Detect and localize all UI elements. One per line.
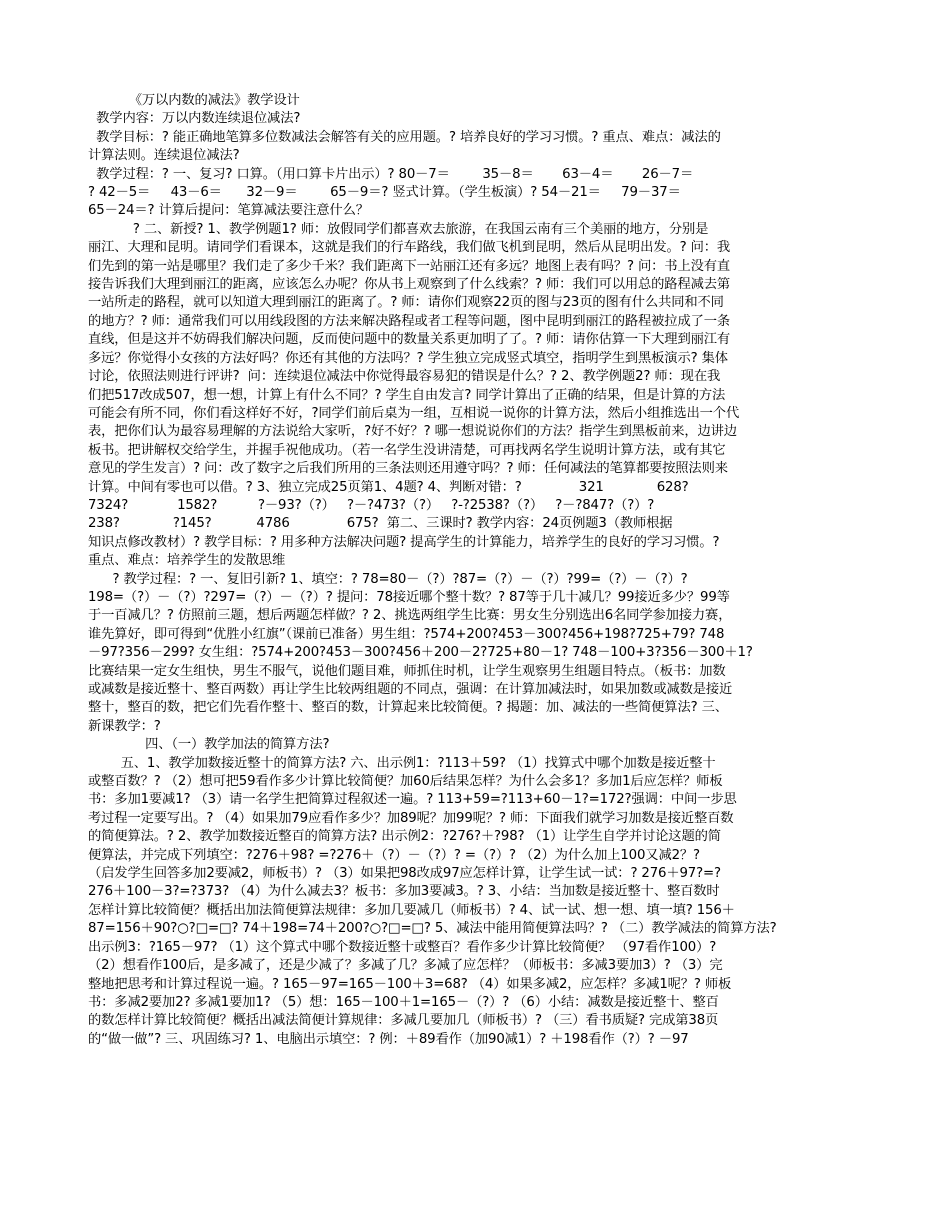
text-line: （启发学生回答多加2要减2，师板书）? （3）如果把98改成97应怎样计算，让学生试一试：? 276＋97?=? <box>88 866 721 882</box>
text-line: 教学内容：万以内数连续退位减法? <box>88 111 301 127</box>
text-line: 五、1、教学加数接近整十的简算方法? 六、出示例1：?113＋59? （1）找算式中哪个加数是接近整十 <box>88 755 716 771</box>
text-line: 198=（?）－（?）?297=（?）－（?）? 提问：78接近哪个整十数？? 87等于几十减几？99接近多少？99等 <box>88 589 730 605</box>
doc-title: 《万以内数的减法》教学设计 <box>88 93 300 108</box>
text-line: 或整百数？? （2）想可把59看作多少计算比较简便？加60后结果怎样？为什么会多1？多加1后应怎样？师板 <box>88 774 723 790</box>
text-line: ? 二、新授? 1、教学例题1? 师：放假同学们都喜欢去旅游，在我国云南有三个美丽的地方，分别是 <box>88 221 709 237</box>
text-line: 书：多减2要加2? 多减1要加1? （5）想：165－100＋1=165－（?）? （6）小结：减数是接近整十、整百 <box>88 994 719 1010</box>
text-line: 新课教学：? <box>88 718 161 734</box>
text-line: 讨论，依照法则进行评讲? 问：连续退位减法中你觉得最容易犯的错误是什么？? 2、教学例题2? 师：现在我 <box>88 369 721 385</box>
text-line: 比赛结果一定女生组快，男生不服气，说他们题目难，师抓住时机，让学生观察男生组题目特点。（板书：加数 <box>88 663 726 679</box>
text-line: 276＋100－3?=?373? （4）为什么减去3？板书：多加3要减3。? 3、小结：当加数是接近整十、整百数时 <box>88 884 720 900</box>
text-line: 可能会有所不同，你们看这样好不好，?同学们前后桌为一组，互相说一说你的计算方法，然后小组推选出一个代 <box>88 405 740 421</box>
text-line: 教学目标：? 能正确地笔算多位数减法会解答有关的应用题。? 培养良好的学习习惯。? 重点、难点：减法的 <box>88 129 721 145</box>
text-line: 的“做一做”? 三、巩固练习? 1、电脑出示填空：? 例：＋89看作（加90减1）? ＋198看作（?）? －97 <box>88 1031 689 1047</box>
text-line: 的简便算法。? 2、教学加数接近整百的简算方法? 出示例2：?276?＋?98? （1）让学生自学并讨论这题的简 <box>88 829 721 845</box>
text-line: 考过程一定要写出。? （4）如果加79应看作多少？加89呢？加99呢？? 师：下面我们就学习加数是接近整百数 <box>88 810 734 826</box>
text-line: 多远？你觉得小女孩的方法好吗？你还有其他的方法吗？? 学生独立完成竖式填空，指明学生到黑板演示? 集体 <box>88 350 728 366</box>
text-line: 丽江、大理和昆明。请同学们看课本，这就是我们的行车路线，我们做飞机到昆明，然后从昆明出发。? 问：我 <box>88 240 731 256</box>
text-line: 接告诉我们大理到丽江的距离，应该怎么办呢？你从书上观察到了什么线索？? 师：我们可以用总的路程减去第 <box>88 277 731 293</box>
text-line: 知识点修改教材）? 教学目标：? 用多种方法解决问题? 提高学生的计算能力，培养学生的良好的学习习惯。? <box>88 534 720 550</box>
text-line: 表，把你们认为最容易理解的方法说给大家听，?好不好？? 哪一想说说你们的方法？指学生到黑板前来，边讲边 <box>88 424 737 440</box>
text-line: 7324? 1582? ?－93?（?） ?－?473?（?） ?-?2538?（?） ?－?847?（?）? <box>88 497 655 513</box>
text-line: 出示例3：?165－97? （1）这个算式中哪个数接近整十或整百？看作多少计算比较简便？ （97看作100）? <box>88 939 717 955</box>
text-line: 65－24＝? 计算后提问：笔算减法要注意什么？ <box>88 203 369 219</box>
text-line: 计算法则。连续退位减法? <box>88 148 240 164</box>
text-line: 意见的学生发言）? 问：改了数字之后我们所用的三条法则还用遵守吗？? 师：任何减法的笔算都要按照法则来 <box>88 461 728 477</box>
text-line: 们先到的第一站是哪里？我们走了多少千米？我们距离下一站丽江还有多远？地图上表有吗？? 问：书上没有直 <box>88 258 731 274</box>
text-line: 谁先算好，即可得到“优胜小红旗”（课前已准备）男生组：?574+200?453－300?456+198?725+79? 748 <box>88 626 725 642</box>
text-line: ? 教学过程：? 一、复旧引新? 1、填空：? 78=80－（?）?87=（?）－（?）?99=（?）－（?）? <box>88 571 688 587</box>
section-heading: 四、（一）教学加法的简算方法? <box>88 737 330 753</box>
text-line: －97?356－299? 女生组：?574+200?453－300?456＋200－2?725+80－1? 748－100+3?356－300＋1? <box>88 645 753 661</box>
text-line: 直线，但是这并不妨碍我们解决问题，反而使问题中的数量关系更加明了了。? 师：请你估算一下大理到丽江有 <box>88 332 731 348</box>
text-line: 板书。把讲解权交给学生，并握手祝他成功。（若一名学生没讲清楚，可再找两名学生说明计算方法，或有其它 <box>88 442 726 458</box>
text-line: 一站所走的路程，就可以知道大理到丽江的距离了。? 师：请你们观察22页的图与23页的图有什么共同和不同 <box>88 295 724 311</box>
text-line: 的数怎样计算比较简便？概括出减法简便计算规律：多减几要加几（师板书）? （三）看书质疑? 完成第38页 <box>88 1013 719 1029</box>
text-line: 或减数是接近整十、整百两数）再让学生比较两组题的不同点，强调：在计算加减法时，如果加数或减数是接近 <box>88 682 733 697</box>
text-line: 教学过程：? 一、复习? 口算。（用口算卡片出示）? 80－7＝ 35－8＝ 63－4＝ 26－7＝ <box>88 166 694 182</box>
text-line: （2）想看作100后，是多减了，还是少减了？多减了几？多减了应怎样？（师板书：多减3要加3）? （3）完 <box>88 958 723 974</box>
text-line: 便算法，并完成下列填空：?276＋98? =?276＋（?）－（?）? =（?）? （2）为什么加上100又减2？? <box>88 847 700 863</box>
text-line: 的地方？? 师：通常我们可以用线段图的方法来解决路程或者工程等问题，图中昆明到丽江的路程被拉成了一条 <box>88 313 731 329</box>
text-line: 87=156＋90?○?□=□? 74＋198=74＋200?○?□=□? 5、减法中能用简便算法吗？? （二）教学减法的简算方法? <box>88 921 777 937</box>
text-line: 整十，整百的数，把它们先看作整十、整百的数，计算起来比较简便。? 揭题：加、减法的一些简便算法? 三、 <box>88 700 728 716</box>
text-line: 书：多加1要减1? （3）请一名学生把简算过程叙述一遍。? 113+59=?113+60－1?=172?强调：中间一步思 <box>88 792 737 808</box>
text-line: 重点、难点：培养学生的发散思维 <box>88 553 286 569</box>
text-line: 计算。中间有零也可以借。? 3、独立完成25页第1、4题? 4、判断对错：? 321 628? <box>88 479 689 495</box>
text-line: 238? ?145? 4786 675? 第二、三课时? 教学内容：24页例题3（教师根据 <box>88 516 673 532</box>
text-line: 怎样计算比较简便？概括出加法简便算法规律：多加几要减几（师板书）? 4、试一试、想一想、填一填? 156＋ <box>88 902 735 918</box>
text-line: 们把517改成507，想一想，计算上有什么不同？? 学生自由发言? 同学计算出了正确的结果，但是计算的方法 <box>88 387 726 403</box>
document-body <box>88 92 863 1049</box>
text-line: 整地把思考和计算过程说一遍。? 165－97=165－100＋3=68? （4）如果多减2，应怎样？多减1呢？? 师板 <box>88 976 732 992</box>
text-line: ? 42－5＝ 43－6＝ 32－9＝ 65－9＝? 竖式计算。（学生板演）? 54－21＝ 79－37＝ <box>88 185 681 201</box>
text-line: 于一百减几？? 仿照前三题，想后两题怎样做？? 2、挑选两组学生比赛：男女生分别选出6名同学参加接力赛， <box>88 608 732 624</box>
